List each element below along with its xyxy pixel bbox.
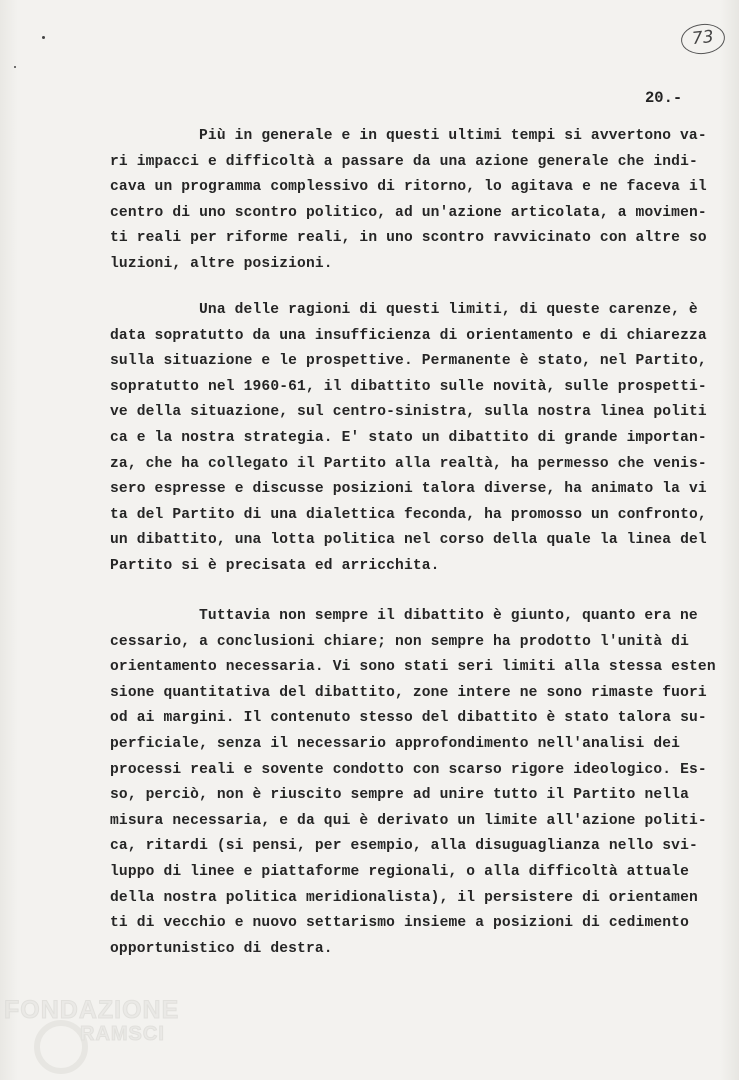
text-line: sero espresse e discusse posizioni talora diverse, ha animato la vi [110, 481, 707, 498]
paragraph-1 [110, 124, 710, 278]
watermark-line-2: RAMSCI [80, 1023, 165, 1045]
text-line: ri impacci e difficoltà a passare da una azione generale che indi- [110, 153, 698, 170]
text-line: sione quantitativa del dibattito, zone intere ne sono rimaste fuori [110, 684, 707, 701]
text-line: Più in generale e in questi ultimi tempi si avvertono va- [199, 128, 707, 144]
watermark-logo [4, 996, 194, 1080]
text-line: cava un programma complessivo di ritorno, lo agitava e ne faceva il [110, 179, 707, 196]
text-line: ca, ritardi (si pensi, per esempio, alla disuguaglianza nello svi- [110, 838, 698, 855]
text-line: opportunistico di destra. [110, 940, 333, 957]
paper-speck [42, 36, 45, 39]
paragraph-3 [110, 604, 716, 962]
paragraph-2 [110, 298, 710, 580]
text-line: un dibattito, una lotta politica nel corso della quale la linea del [110, 532, 707, 549]
text-line: della nostra politica meridionalista), il persistere di orientamen [110, 889, 698, 906]
text-line: so, perciò, non è riuscito sempre ad unire tutto il Partito nella [110, 787, 689, 804]
text-line: ca e la nostra strategia. E' stato un dibattito di grande importan- [110, 429, 707, 446]
text-line: Tuttavia non sempre il dibattito è giunto, quanto era ne [199, 608, 698, 624]
watermark-line-1: FONDAZIONE [4, 996, 180, 1024]
text-line: za, che ha collegato il Partito alla realtà, ha permesso che venis- [110, 455, 707, 472]
page-number: 20.- [645, 89, 683, 107]
paper-speck [14, 66, 16, 68]
text-line: ti di vecchio e nuovo settarismo insieme a posizioni di cedimento [110, 915, 689, 932]
text-line: centro di uno scontro politico, ad un'azione articolata, a movimen- [110, 204, 707, 221]
archive-number: 73 [680, 22, 727, 56]
text-line: data sopratutto da una insufficienza di orientamento e di chiarezza [110, 327, 707, 344]
text-line: sulla situazione e le prospettive. Permanente è stato, nel Partito, [110, 353, 707, 370]
text-line: ta del Partito di una dialettica feconda, ha promosso un confronto, [110, 506, 707, 523]
text-line: luppo di linee e piattaforme regionali, o alla difficoltà attuale [110, 863, 689, 880]
text-line: cessario, a conclusioni chiare; non sempre ha prodotto l'unità di [110, 633, 689, 650]
text-line: sopratutto nel 1960-61, il dibattito sulle novità, sulle prospetti- [110, 378, 707, 395]
text-line: orientamento necessaria. Vi sono stati seri limiti alla stessa esten [110, 659, 716, 676]
watermark-g-icon [34, 1020, 88, 1074]
text-line: perficiale, senza il necessario approfondimento nell'analisi dei [110, 735, 681, 752]
text-line: luzioni, altre posizioni. [110, 255, 333, 272]
text-line: misura necessaria, e da qui è derivato un limite all'azione politi- [110, 812, 707, 829]
text-line: od ai margini. Il contenuto stesso del dibattito è stato talora su- [110, 710, 707, 727]
text-line: ti reali per riforme reali, in uno scontro ravvicinato con altre so [110, 230, 707, 247]
text-line: processi reali e sovente condotto con scarso rigore ideologico. Es- [110, 761, 707, 778]
text-line: Una delle ragioni di questi limiti, di queste carenze, è [199, 302, 698, 318]
text-line: ve della situazione, sul centro-sinistra, sulla nostra linea politi [110, 404, 707, 421]
text-line: Partito si è precisata ed arricchita. [110, 557, 440, 574]
